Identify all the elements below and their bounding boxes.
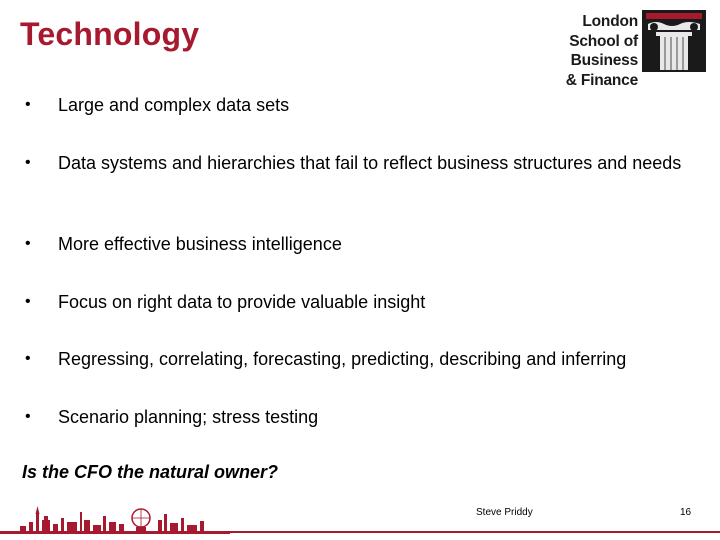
bullet-dot: •: [25, 235, 31, 252]
page-number: 16: [680, 507, 692, 518]
bullet-text: Large and complex data sets: [58, 95, 290, 115]
london-skyline-icon: [0, 500, 230, 540]
bullet-text: Focus on right data to provide valuable insight: [58, 292, 426, 312]
logo-line-2: School of Business: [569, 32, 638, 69]
bullet-dot: •: [25, 154, 31, 171]
bullet-dot: •: [25, 293, 31, 310]
bullet-text: Scenario planning; stress testing: [58, 407, 319, 427]
bullet-text: More effective business intelligence: [58, 234, 342, 254]
footer-divider: [225, 531, 720, 533]
closing-question: Is the CFO the natural owner?: [22, 462, 279, 482]
slide-title: Technology: [20, 16, 200, 52]
bullet-text: Regressing, correlating, forecasting, predicting, describing and inferring: [58, 349, 627, 369]
bullet-text: Data systems and hierarchies that fail to reflect business structures and needs: [58, 153, 682, 173]
bullet-dot: •: [25, 350, 31, 367]
bullet-dot: •: [25, 96, 31, 113]
logo-line-3: & Finance: [565, 71, 638, 89]
presenter-name: Steve Priddy: [476, 507, 533, 518]
bullet-dot: •: [25, 408, 31, 425]
logo-line-1: London: [582, 13, 638, 30]
